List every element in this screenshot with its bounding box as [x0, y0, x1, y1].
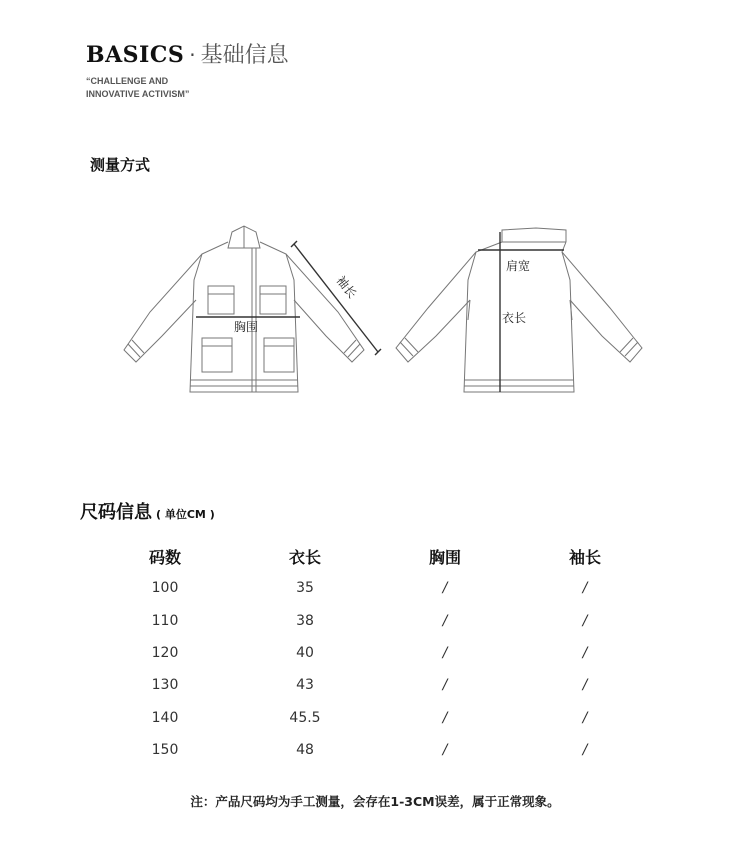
cell-sleeve: / — [582, 644, 588, 661]
label-length: 衣长 — [502, 311, 527, 325]
label-sleeve: 袖长 — [333, 273, 360, 301]
header-length: 衣长 — [288, 547, 321, 567]
size-unit: ( 单位CM ) — [156, 508, 215, 521]
cell-chest: / — [442, 612, 448, 629]
table-row — [95, 572, 655, 604]
cell-length: 45.5 — [289, 709, 321, 726]
header — [86, 38, 289, 101]
brand-dot: · — [189, 43, 196, 67]
cell-chest: / — [442, 580, 448, 597]
cell-size: 150 — [151, 742, 179, 759]
size-table-header-row — [95, 540, 655, 572]
header-chest: 胸围 — [428, 547, 461, 567]
cell-sleeve: / — [582, 677, 588, 694]
jacket-back-illustration — [396, 228, 642, 392]
label-chest: 胸围 — [234, 320, 259, 334]
brand-line — [86, 38, 289, 69]
table-row — [95, 637, 655, 669]
cell-chest: / — [442, 644, 448, 661]
cell-length: 48 — [296, 742, 314, 759]
cell-size: 110 — [151, 612, 179, 629]
label-shoulder: 肩宽 — [506, 259, 531, 273]
jacket-diagram — [110, 220, 650, 400]
tagline — [86, 75, 289, 101]
brand-cn: 基础信息 — [200, 43, 289, 68]
cell-size: 130 — [151, 677, 179, 694]
table-row — [95, 604, 655, 636]
cell-length: 38 — [296, 612, 314, 629]
cell-chest: / — [442, 742, 448, 759]
size-title: 尺码信息 — [80, 502, 152, 523]
header-size: 码数 — [148, 547, 181, 567]
tagline-line-2: INNOVATIVE ACTIVISM” — [86, 89, 190, 99]
cell-length: 35 — [296, 580, 314, 597]
table-row — [95, 734, 655, 766]
cell-size: 140 — [151, 709, 179, 726]
measurement-note: 注：产品尺码均为手工测量，会存在1-3CM误差，属于正常现象。 — [190, 794, 560, 809]
cell-sleeve: / — [582, 612, 588, 629]
cell-sleeve: / — [582, 709, 588, 726]
cell-chest: / — [442, 677, 448, 694]
header-sleeve: 袖长 — [568, 547, 601, 567]
cell-length: 40 — [296, 644, 314, 661]
cell-size: 100 — [151, 580, 179, 597]
cell-length: 43 — [296, 677, 314, 694]
cell-sleeve: / — [582, 580, 588, 597]
tagline-line-1: “CHALLENGE AND — [86, 76, 169, 86]
table-row — [95, 669, 655, 701]
size-heading — [80, 498, 215, 524]
measure-title: 测量方式 — [90, 156, 151, 174]
table-row — [95, 702, 655, 734]
jacket-front-illustration — [124, 226, 364, 392]
brand-en: BASICS — [86, 42, 185, 68]
cell-sleeve: / — [582, 742, 588, 759]
cell-chest: / — [442, 709, 448, 726]
cell-size: 120 — [151, 644, 179, 661]
size-table — [95, 540, 655, 766]
